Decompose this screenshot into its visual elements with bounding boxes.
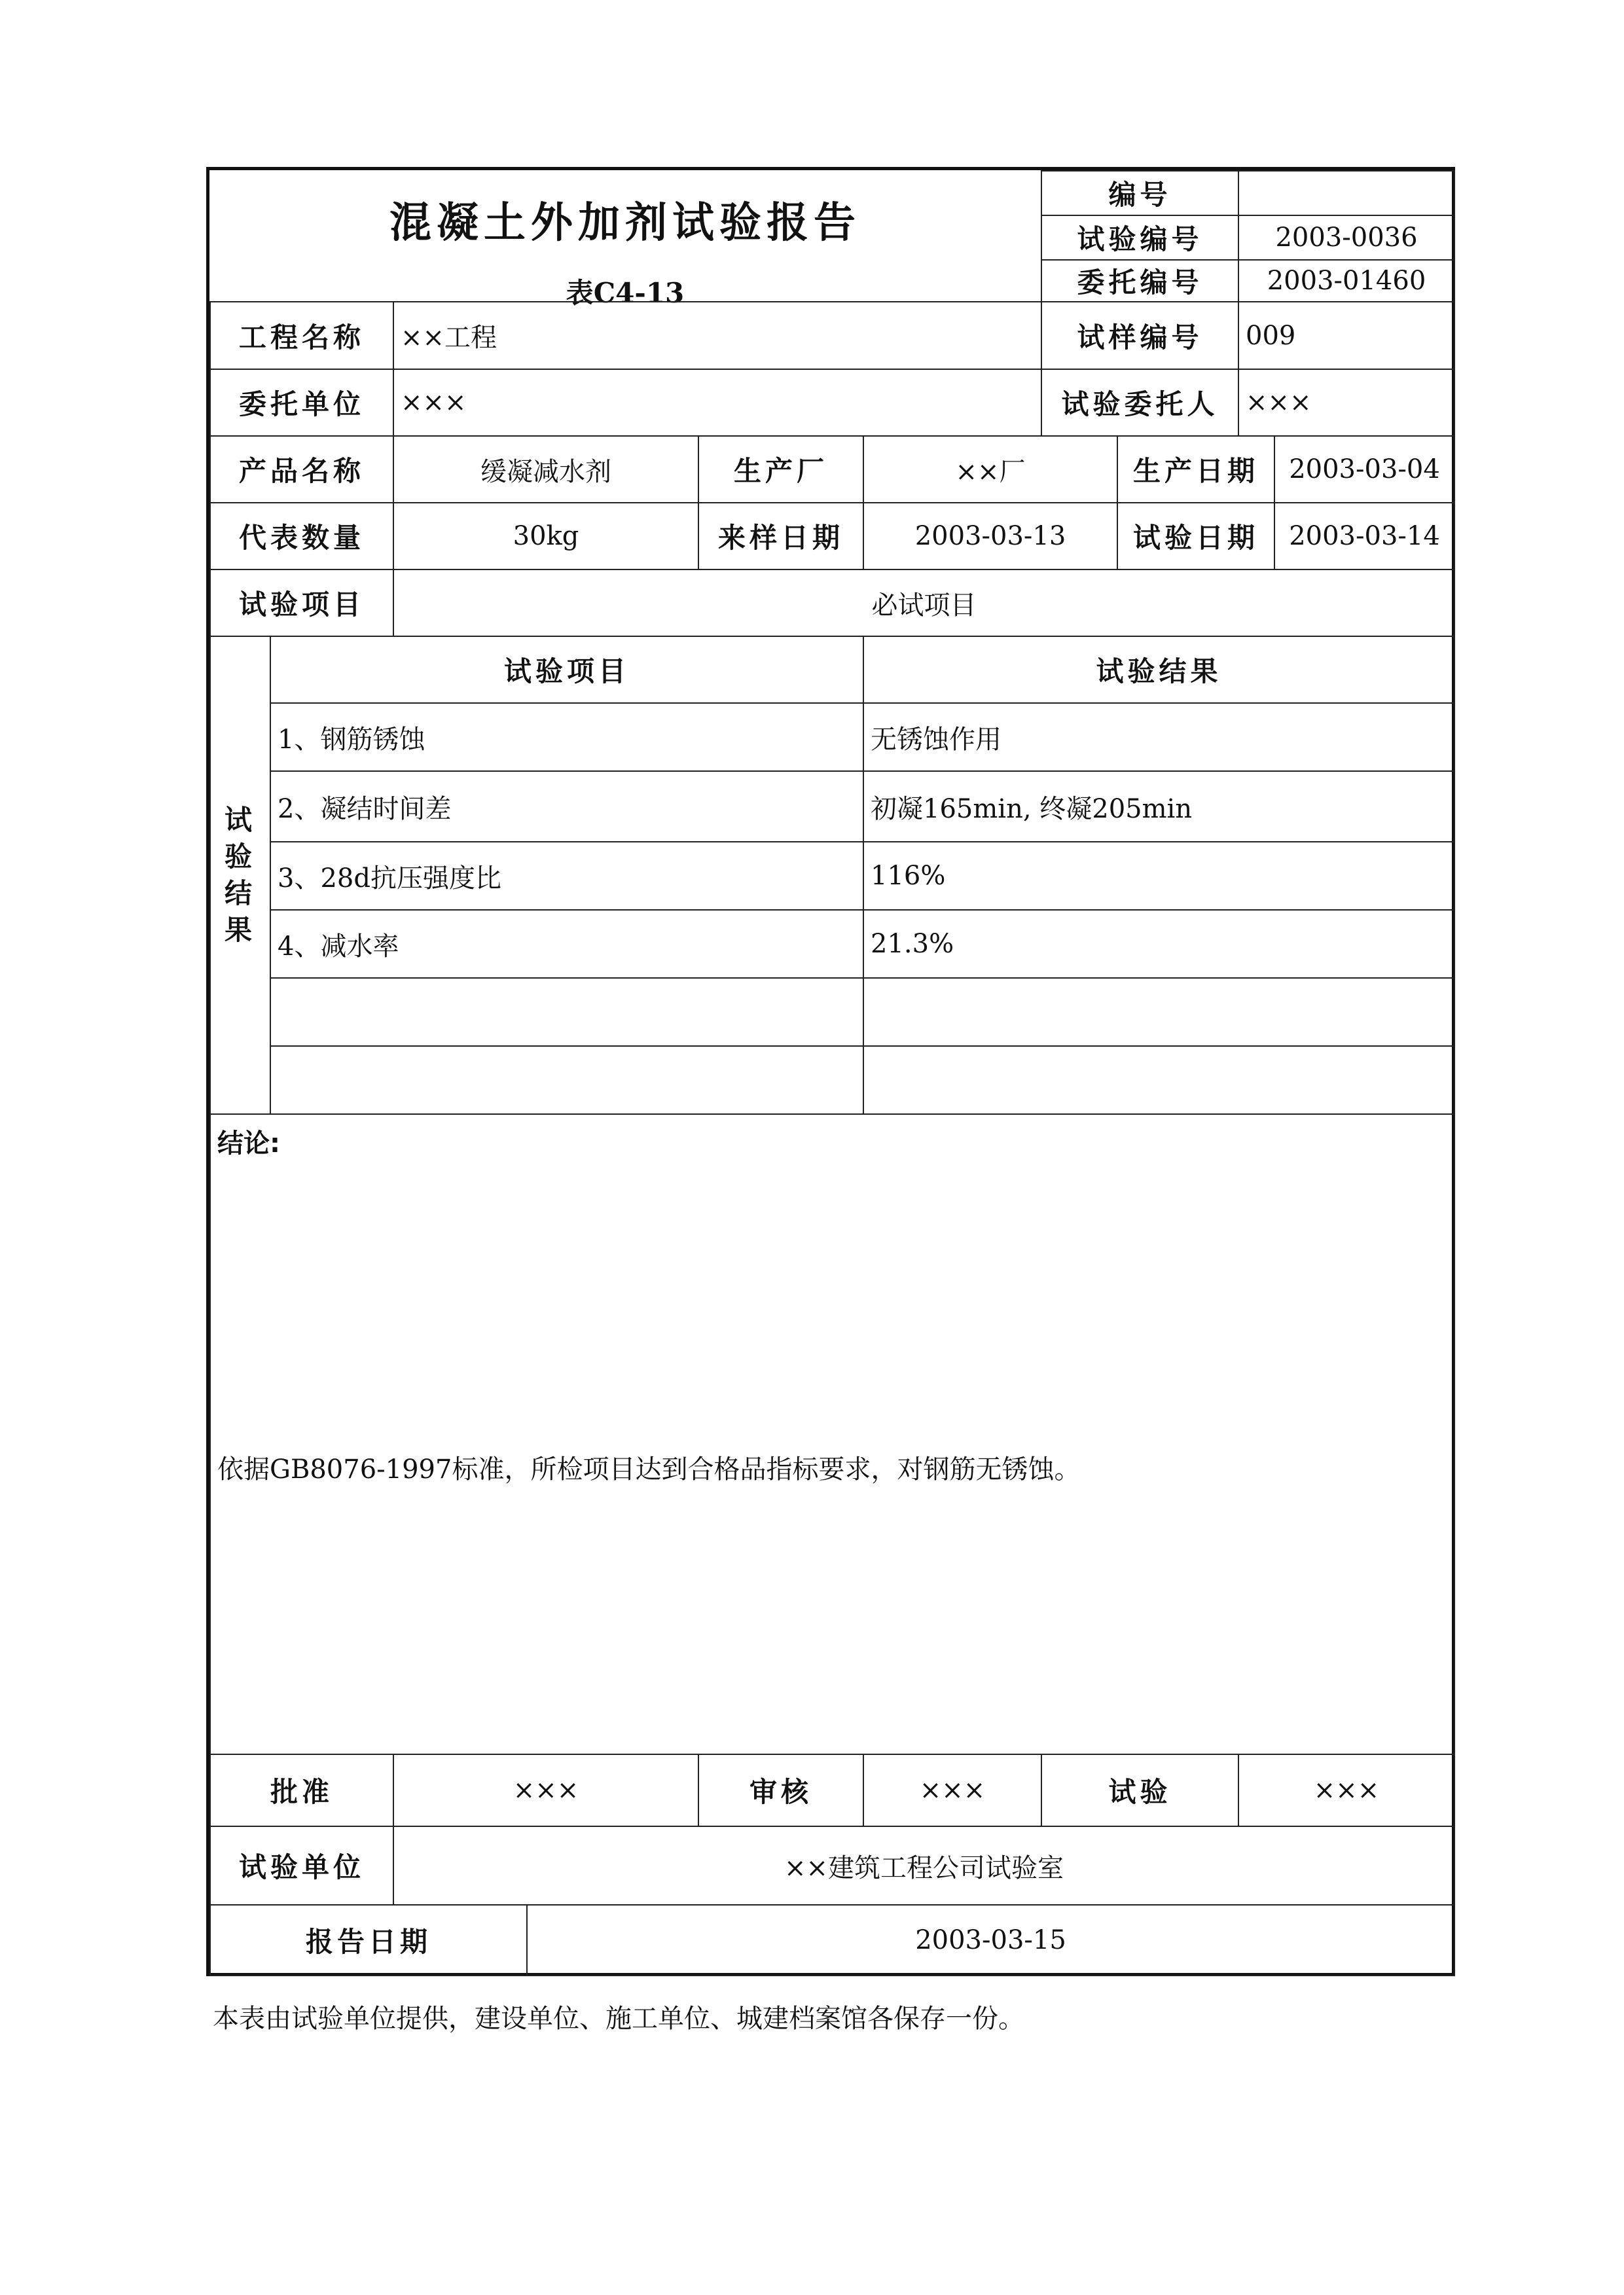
results-col-result: 试验结果 xyxy=(863,636,1455,704)
side-char: 结 xyxy=(224,877,256,909)
conclusion-label: 结论: xyxy=(217,1129,280,1159)
number-label: 编号 xyxy=(1041,170,1239,216)
result-row-item: 1、钢筋锈蚀 xyxy=(270,702,864,772)
side-char: 试 xyxy=(224,804,256,836)
test-items-value: 必试项目 xyxy=(393,569,1455,637)
result-row-value: 116% xyxy=(863,841,1455,911)
approve-label: 批准 xyxy=(209,1754,394,1827)
report-date-value: 2003-03-15 xyxy=(526,1904,1455,1976)
client-value: ××× xyxy=(393,369,1042,437)
results-side-label xyxy=(209,636,271,1115)
client-label: 委托单位 xyxy=(209,369,394,437)
footnote: 本表由试验单位提供，建设单位、施工单位、城建档案馆各保存一份。 xyxy=(213,2004,1024,2034)
result-row-value: 21.3% xyxy=(863,909,1455,979)
lab-label: 试验单位 xyxy=(209,1826,394,1906)
prod-date-value: 2003-03-04 xyxy=(1274,435,1455,503)
sampling-date-value: 2003-03-13 xyxy=(863,502,1118,570)
product-value: 缓凝减水剂 xyxy=(393,435,699,503)
requester-value: ××× xyxy=(1238,369,1455,437)
result-row-value xyxy=(863,977,1455,1047)
commission-no-value: 2003-01460 xyxy=(1238,259,1455,302)
results-col-item: 试验项目 xyxy=(270,636,864,704)
result-row-item: 4、减水率 xyxy=(270,909,864,979)
test-no-label: 试验编号 xyxy=(1041,215,1239,261)
sampling-date-label: 来样日期 xyxy=(698,502,864,570)
test-no-value: 2003-0036 xyxy=(1238,215,1455,261)
project-label: 工程名称 xyxy=(209,301,394,370)
sample-no-label: 试样编号 xyxy=(1041,301,1239,370)
side-char: 验 xyxy=(224,840,256,873)
number-value xyxy=(1238,170,1455,216)
side-char: 果 xyxy=(224,914,256,946)
quantity-label: 代表数量 xyxy=(209,502,394,570)
report-date-label: 报告日期 xyxy=(209,1904,528,1976)
conclusion-box xyxy=(209,1113,1455,1755)
tester-value: ××× xyxy=(1238,1754,1455,1827)
report-form xyxy=(206,167,1455,1976)
requester-label: 试验委托人 xyxy=(1041,369,1239,437)
prod-date-label: 生产日期 xyxy=(1117,435,1275,503)
result-row-value: 无锈蚀作用 xyxy=(863,702,1455,772)
tester-label: 试验 xyxy=(1041,1754,1239,1827)
result-row-item xyxy=(270,977,864,1047)
conclusion-text: 依据GB8076-1997标准，所检项目达到合格品指标要求，对钢筋无锈蚀。 xyxy=(217,1455,1081,1485)
test-date-value: 2003-03-14 xyxy=(1274,502,1455,570)
report-title: 混凝土外加剂试验报告 xyxy=(389,199,861,247)
result-row-item: 2、凝结时间差 xyxy=(270,770,864,842)
maker-value: ××厂 xyxy=(863,435,1118,503)
product-label: 产品名称 xyxy=(209,435,394,503)
sample-no-value: 009 xyxy=(1238,301,1455,370)
review-label: 审核 xyxy=(698,1754,864,1827)
project-value: ××工程 xyxy=(393,301,1042,370)
quantity-value: 30kg xyxy=(393,502,699,570)
test-date-label: 试验日期 xyxy=(1117,502,1275,570)
approve-value: ××× xyxy=(393,1754,699,1827)
commission-no-label: 委托编号 xyxy=(1041,259,1239,302)
result-row-item xyxy=(270,1045,864,1115)
result-row-value xyxy=(863,1045,1455,1115)
lab-value: ××建筑工程公司试验室 xyxy=(393,1826,1455,1906)
result-row-item: 3、28d抗压强度比 xyxy=(270,841,864,911)
form-code: 表C4-13 xyxy=(566,277,685,309)
result-row-value: 初凝165min, 终凝205min xyxy=(863,770,1455,842)
test-items-label: 试验项目 xyxy=(209,569,394,637)
maker-label: 生产厂 xyxy=(698,435,864,503)
review-value: ××× xyxy=(863,1754,1042,1827)
